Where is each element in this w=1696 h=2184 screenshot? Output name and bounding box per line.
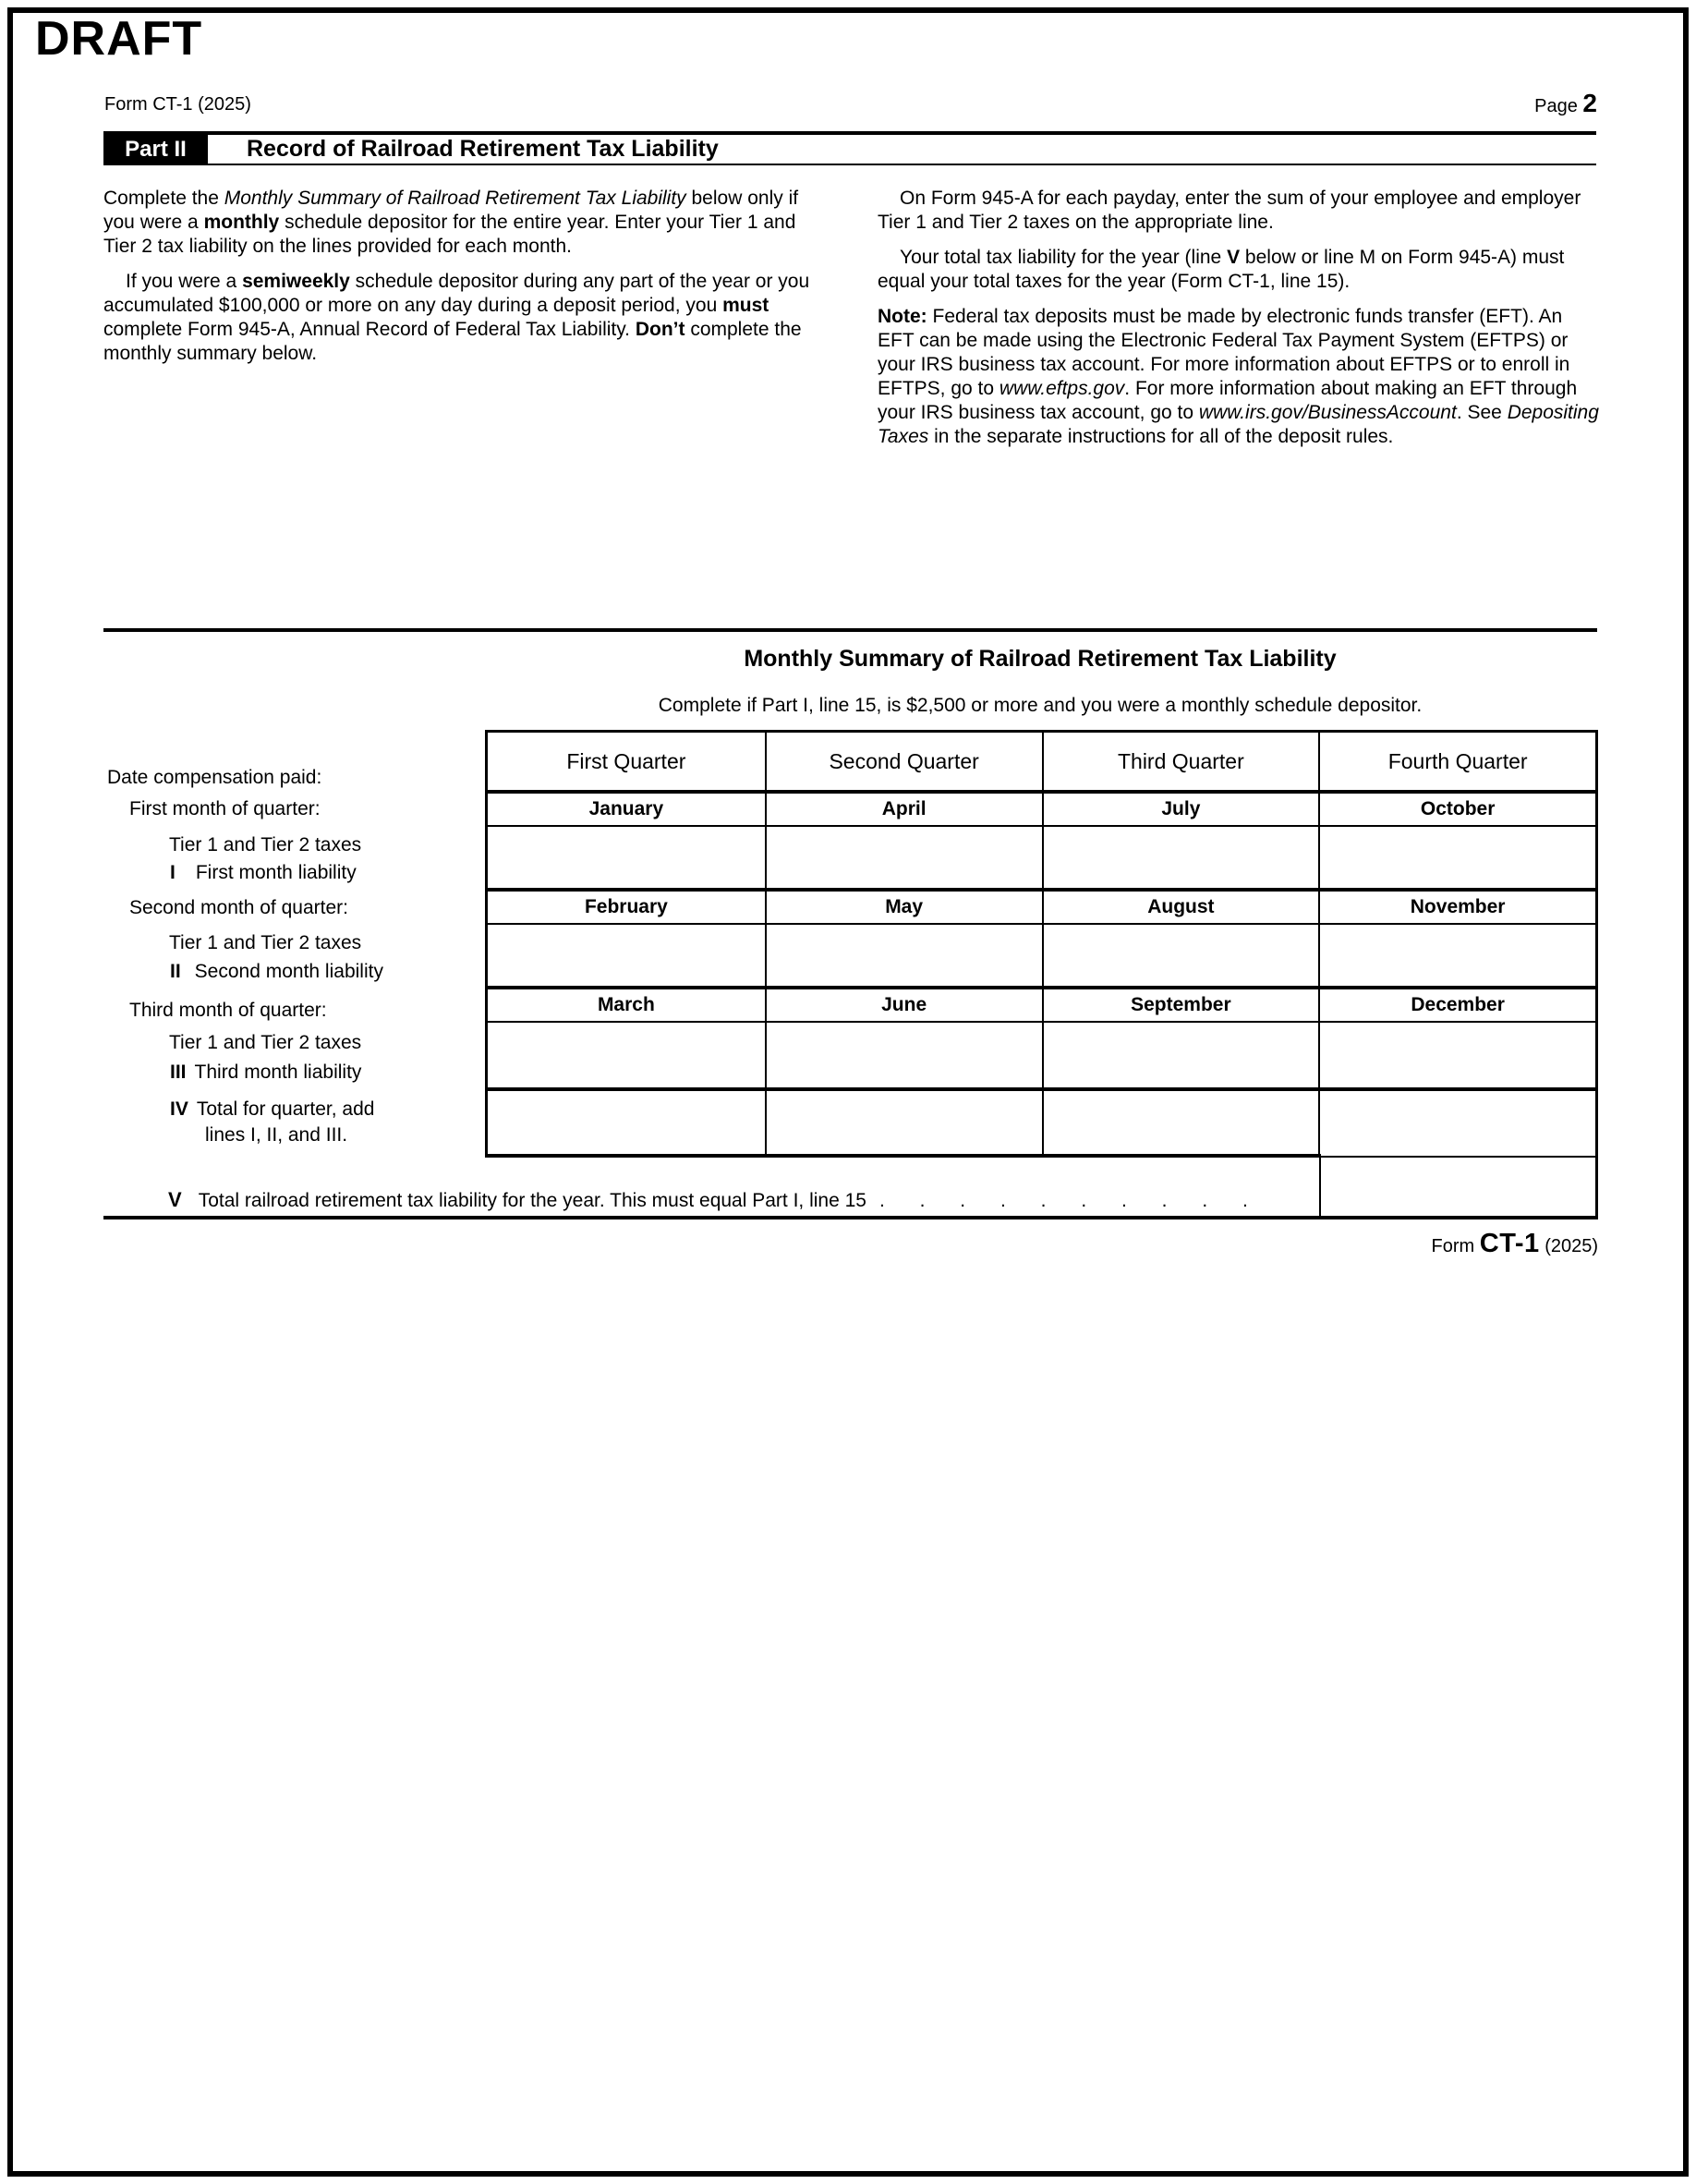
instructions-left-column xyxy=(103,187,826,377)
month-header-march: March xyxy=(488,989,765,1023)
part2-label: Part II xyxy=(103,135,208,164)
entry-cell-III-q2[interactable] xyxy=(765,1023,1042,1091)
month-header-january: January xyxy=(488,794,765,827)
entry-cell-IV-q4[interactable] xyxy=(1318,1091,1595,1156)
label-tier-taxes-1: Tier 1 and Tier 2 taxes xyxy=(169,834,362,855)
section-divider-rule xyxy=(103,628,1597,632)
label-second-month-of-quarter: Second month of quarter: xyxy=(129,897,348,918)
month-header-september: September xyxy=(1042,989,1319,1023)
quarter-header-first: First Quarter xyxy=(488,733,765,794)
summary-subtitle: Complete if Part I, line 15, is $2,500 or more and you were a monthly schedule depositor. xyxy=(658,695,1423,716)
part2-header-bar xyxy=(103,131,1596,165)
month-header-may: May xyxy=(765,892,1042,925)
quarter-header-third: Third Quarter xyxy=(1042,733,1319,794)
instruction-paragraph: Complete the Monthly Summary of Railroad Retirement Tax Liability below only if you were a monthly schedule depositor for the entire year. Enter your Tier 1 and Tier 2 tax liability on the lines provided for each month. xyxy=(103,188,799,257)
entry-cell-V-total[interactable] xyxy=(1319,1158,1598,1216)
section-bottom-rule xyxy=(103,1216,1598,1219)
line-III-number: III xyxy=(170,1062,187,1083)
label-tier-taxes-2: Tier 1 and Tier 2 taxes xyxy=(169,932,362,953)
label-line-II xyxy=(170,961,383,983)
form-footer xyxy=(1432,1229,1598,1259)
month-header-december: December xyxy=(1318,989,1595,1023)
month-header-june: June xyxy=(765,989,1042,1023)
entry-cell-II-q2[interactable] xyxy=(765,925,1042,989)
part2-title: Record of Railroad Retirement Tax Liability xyxy=(247,136,719,162)
draft-watermark: DRAFT xyxy=(35,12,203,66)
line-V-number: V xyxy=(168,1188,182,1211)
label-tier-taxes-3: Tier 1 and Tier 2 taxes xyxy=(169,1032,362,1053)
quarter-header-fourth: Fourth Quarter xyxy=(1318,733,1595,794)
entry-cell-III-q1[interactable] xyxy=(488,1023,765,1091)
label-date-compensation-paid: Date compensation paid: xyxy=(107,767,322,788)
form-id-header: Form CT-1 (2025) xyxy=(104,94,251,115)
entry-cell-II-q4[interactable] xyxy=(1318,925,1595,989)
dotted-leader: . . . . . . . . . . xyxy=(878,1190,1249,1211)
label-line-IV-continued: lines I, II, and III. xyxy=(205,1124,348,1146)
entry-cell-III-q3[interactable] xyxy=(1042,1023,1319,1091)
instruction-paragraph: If you were a semiweekly schedule depositor during any part of the year or you accumulated $100,000 or more on any day during a deposit period, you must complete Form 945-A, Annual Record of Federal Tax Liability. Don’t complete the monthly summary below. xyxy=(103,271,810,364)
page-label: Page xyxy=(1534,96,1578,116)
instructions-right-column xyxy=(878,187,1600,460)
footer-form-name: CT-1 xyxy=(1479,1229,1540,1258)
entry-cell-IV-q2[interactable] xyxy=(765,1091,1042,1156)
entry-cell-II-q3[interactable] xyxy=(1042,925,1319,989)
label-first-month-of-quarter: First month of quarter: xyxy=(129,798,321,819)
label-line-I xyxy=(170,862,357,884)
month-header-july: July xyxy=(1042,794,1319,827)
entry-cell-I-q4[interactable] xyxy=(1318,827,1595,892)
footer-form-label: Form xyxy=(1431,1236,1475,1256)
line-V-row xyxy=(168,1188,1249,1212)
summary-title: Monthly Summary of Railroad Retirement Tax Liability xyxy=(744,646,1337,672)
page-number-value: 2 xyxy=(1582,89,1597,117)
line-II-number: II xyxy=(170,961,181,982)
entry-cell-I-q2[interactable] xyxy=(765,827,1042,892)
page-number xyxy=(1534,89,1597,118)
instruction-paragraph: Note: Federal tax deposits must be made by electronic funds transfer (EFT). An EFT can be made using the Electronic Federal Tax Payment System (EFTPS) or your IRS business tax account. For more information about EFTPS or to enroll in EFTPS, go to www.eftps.gov. For more information about making an EFT through your IRS business tax account, go to www.irs.gov/BusinessAccount. See Depositing Taxes in the separate instructions for all of the deposit rules. xyxy=(878,306,1599,447)
line-I-text: First month liability xyxy=(195,862,357,883)
line-IV-number: IV xyxy=(170,1098,188,1120)
month-header-october: October xyxy=(1318,794,1595,827)
instruction-paragraph: Your total tax liability for the year (line V below or line M on Form 945-A) must equal your total taxes for the year (Form CT-1, line 15). xyxy=(878,247,1565,292)
label-line-IV xyxy=(170,1098,374,1121)
month-header-february: February xyxy=(488,892,765,925)
monthly-summary-table xyxy=(485,730,1598,1156)
entry-cell-I-q3[interactable] xyxy=(1042,827,1319,892)
month-header-august: August xyxy=(1042,892,1319,925)
instruction-paragraph: On Form 945-A for each payday, enter the sum of your employee and employer Tier 1 and Tier 2 taxes on the appropriate line. xyxy=(878,188,1581,233)
entry-cell-IV-q1[interactable] xyxy=(488,1091,765,1156)
month-header-april: April xyxy=(765,794,1042,827)
month-header-november: November xyxy=(1318,892,1595,925)
table-bottom-rule-thick xyxy=(485,1154,1321,1158)
quarter-header-second: Second Quarter xyxy=(765,733,1042,794)
line-V-text: Total railroad retirement tax liability for the year. This must equal Part I, line 15 xyxy=(198,1190,866,1211)
label-third-month-of-quarter: Third month of quarter: xyxy=(129,1000,327,1021)
label-line-III xyxy=(170,1062,361,1084)
entry-cell-I-q1[interactable] xyxy=(488,827,765,892)
line-III-text: Third month liability xyxy=(194,1062,362,1083)
line-II-text: Second month liability xyxy=(194,961,383,982)
line-I-number: I xyxy=(170,862,176,883)
entry-cell-IV-q3[interactable] xyxy=(1042,1091,1319,1156)
footer-form-year: (2025) xyxy=(1545,1236,1598,1256)
line-IV-text-1: Total for quarter, add xyxy=(196,1098,375,1120)
entry-cell-II-q1[interactable] xyxy=(488,925,765,989)
entry-cell-III-q4[interactable] xyxy=(1318,1023,1595,1091)
